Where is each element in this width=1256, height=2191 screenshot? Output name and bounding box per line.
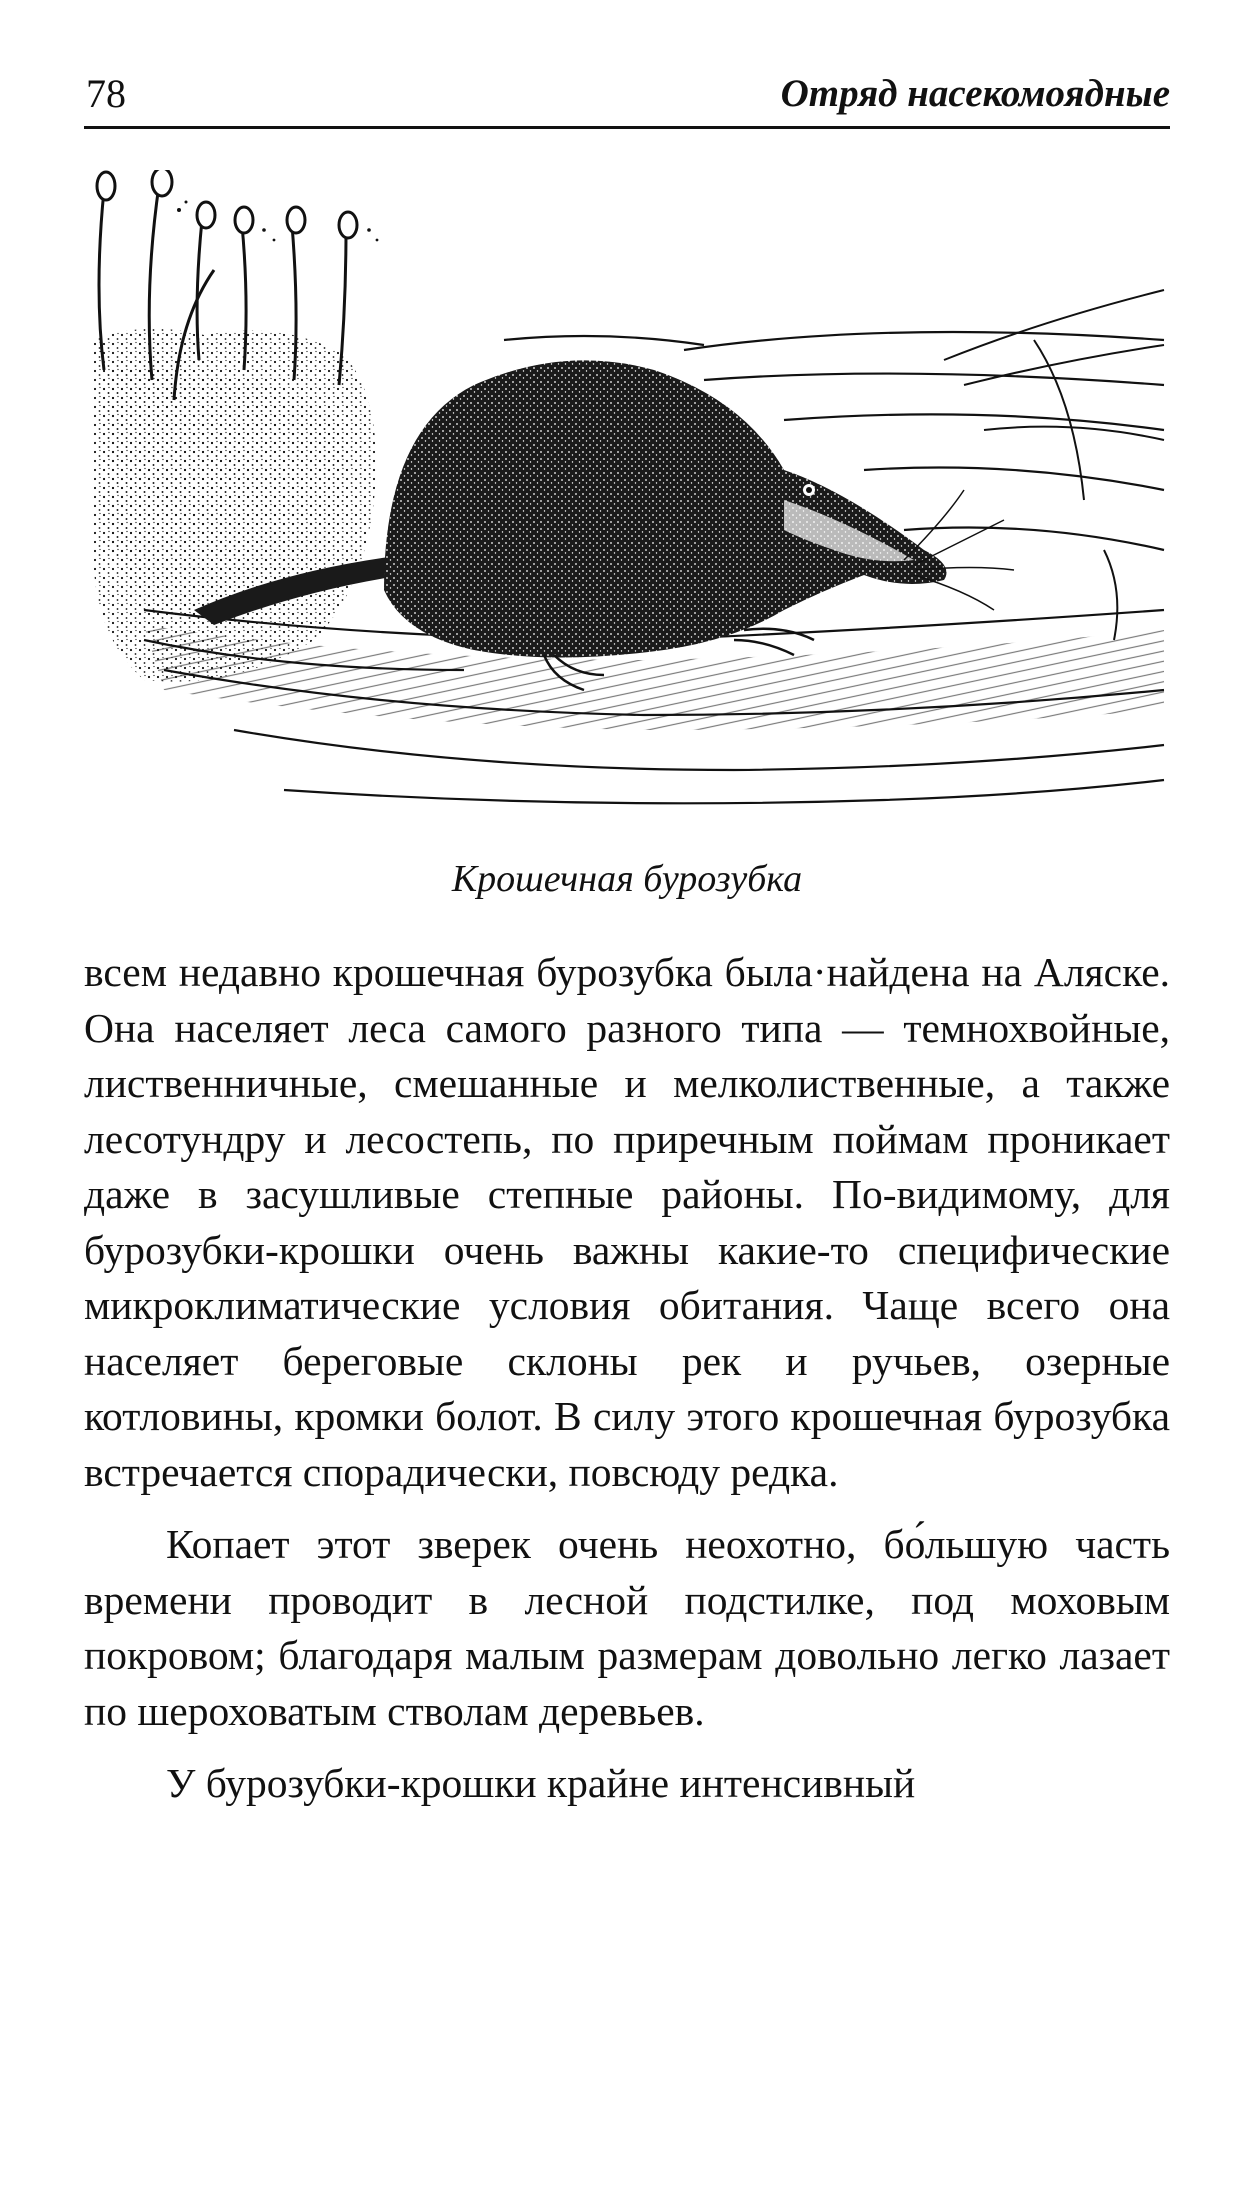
body-text [84,945,1170,1812]
paragraph: всем недавно крошечная бурозубка была·найдена на Аляске. Она населяет леса самого разного типа — темнохвойные, лиственничные, смешанные и мелколиственные, а также лесотундру и лесостепь, по приречным поймам проникает даже в засушливые степные районы. По-видимому, для бурозубки-крошки очень важны какие-то специфические микроклиматические условия обитания. Чаще всего она населяет береговые склоны рек и ручьев, озерные котловины, кромки болот. В силу этого крошечная бурозубка встречается спорадически, повсюду редка. [84,949,1170,1495]
page-header [84,60,1170,129]
figure-caption: Крошечная бурозубка [451,858,803,900]
paragraph: У бурозубки-крошки крайне интенсивный [166,1760,916,1806]
shrew-illustration [84,170,1174,820]
page-number: 78 [86,71,126,116]
paragraph: Копает этот зверек очень неохотно, бо́льшую часть времени проводит в лесной подстилке, под моховым покровом; благодаря малым размерам довольно легко лазает по шероховатым стволам деревьев. [84,1521,1170,1734]
running-head: Отряд насекомоядные [780,72,1170,115]
